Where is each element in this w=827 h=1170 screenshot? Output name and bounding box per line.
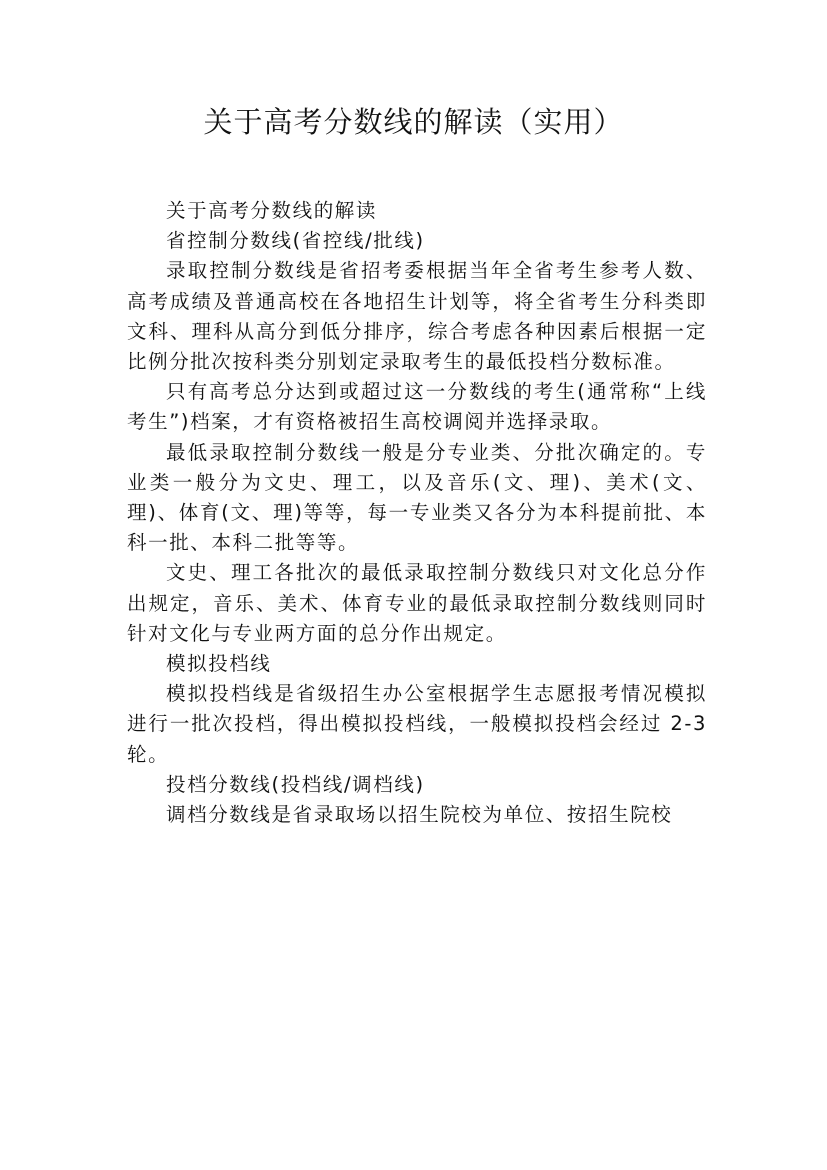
- section-heading-provincial-line: 省控制分数线(省控线/批线): [166, 229, 425, 253]
- paragraph-qualified-candidates: 只有高考总分达到或超过这一分数线的考生(通常称“上线考生”)档案，才有资格被招生高校调阅并选择录取。: [127, 380, 707, 434]
- paragraph-admission-line-definition: 调档分数线是省录取场以招生院校为单位、按招生院校: [166, 803, 673, 827]
- section-heading-simulated-line: 模拟投档线: [166, 652, 272, 676]
- paragraph-line-rules: 文史、理工各批次的最低录取控制分数线只对文化总分作出规定，音乐、美术、体育专业的最低录取控制分数线则同时针对文化与专业两方面的总分作出规定。: [127, 561, 707, 645]
- paragraph-line-categories: 最低录取控制分数线一般是分专业类、分批次确定的。专业类一般分为文史、理工，以及音乐(文、理)、美术(文、理)、体育(文、理)等等，每一专业类又各分为本科提前批、本科一批、本科二批等等。: [127, 440, 707, 555]
- document-body: [127, 196, 707, 830]
- section-heading-admission-line: 投档分数线(投档线/调档线): [166, 772, 425, 796]
- paragraph-simulated-line-definition: 模拟投档线是省级招生办公室根据学生志愿报考情况模拟进行一批次投档，得出模拟投档线，一般模拟投档会经过 2-3 轮。: [127, 682, 707, 766]
- paragraph-provincial-line-definition: 录取控制分数线是省招考委根据当年全省考生参考人数、高考成绩及普通高校在各地招生计划等，将全省考生分科类即文科、理科从高分到低分排序，综合考虑各种因素后根据一定比例分批次按科类分别划定录取考生的最低投档分数标准。: [127, 259, 707, 374]
- section-heading-intro: 关于高考分数线的解读: [166, 199, 378, 222]
- document-title: 关于高考分数线的解读（实用）: [203, 105, 624, 139]
